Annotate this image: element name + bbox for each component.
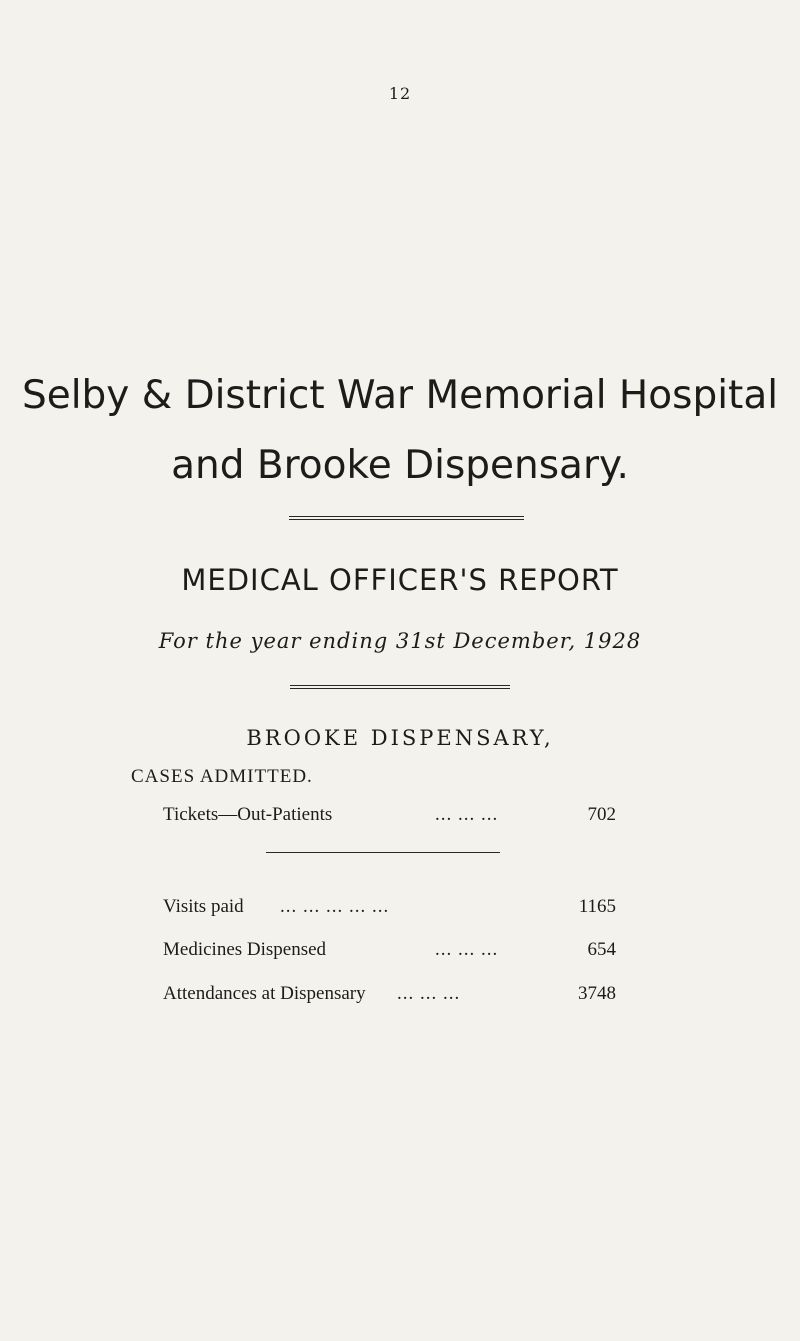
page-number: 12	[388, 84, 412, 103]
double-rule-divider	[290, 685, 510, 689]
cases-admitted-heading: CASES ADMITTED.	[131, 766, 313, 787]
hospital-title-line-2: and Brooke Dispensary.	[171, 443, 629, 488]
stat-label: Tickets—Out-Patients	[163, 804, 333, 825]
double-rule-divider	[289, 516, 524, 520]
stat-label: Visits paid	[163, 896, 244, 917]
stat-label: Attendances at Dispensary	[163, 983, 366, 1004]
stat-value: 1165	[578, 896, 616, 917]
leader-dots: ... ... ...	[435, 804, 499, 825]
section-divider	[266, 852, 500, 853]
stat-label: Medicines Dispensed	[163, 939, 327, 960]
report-heading: MEDICAL OFFICER'S REPORT	[181, 563, 619, 597]
leader-dots: ... ... ...	[435, 939, 499, 960]
leader-dots: ... ... ... ... ...	[280, 896, 390, 917]
stat-value: 654	[587, 939, 616, 960]
hospital-title-line-1: Selby & District War Memorial Hospital	[21, 373, 779, 418]
dispensary-section-heading: BROOKE DISPENSARY,	[246, 726, 554, 750]
leader-dots: ... ... ...	[397, 983, 461, 1004]
stat-value: 3748	[578, 983, 616, 1004]
report-period-subheading: For the year ending 31st December, 1928	[158, 629, 642, 653]
stat-value: 702	[587, 804, 616, 825]
